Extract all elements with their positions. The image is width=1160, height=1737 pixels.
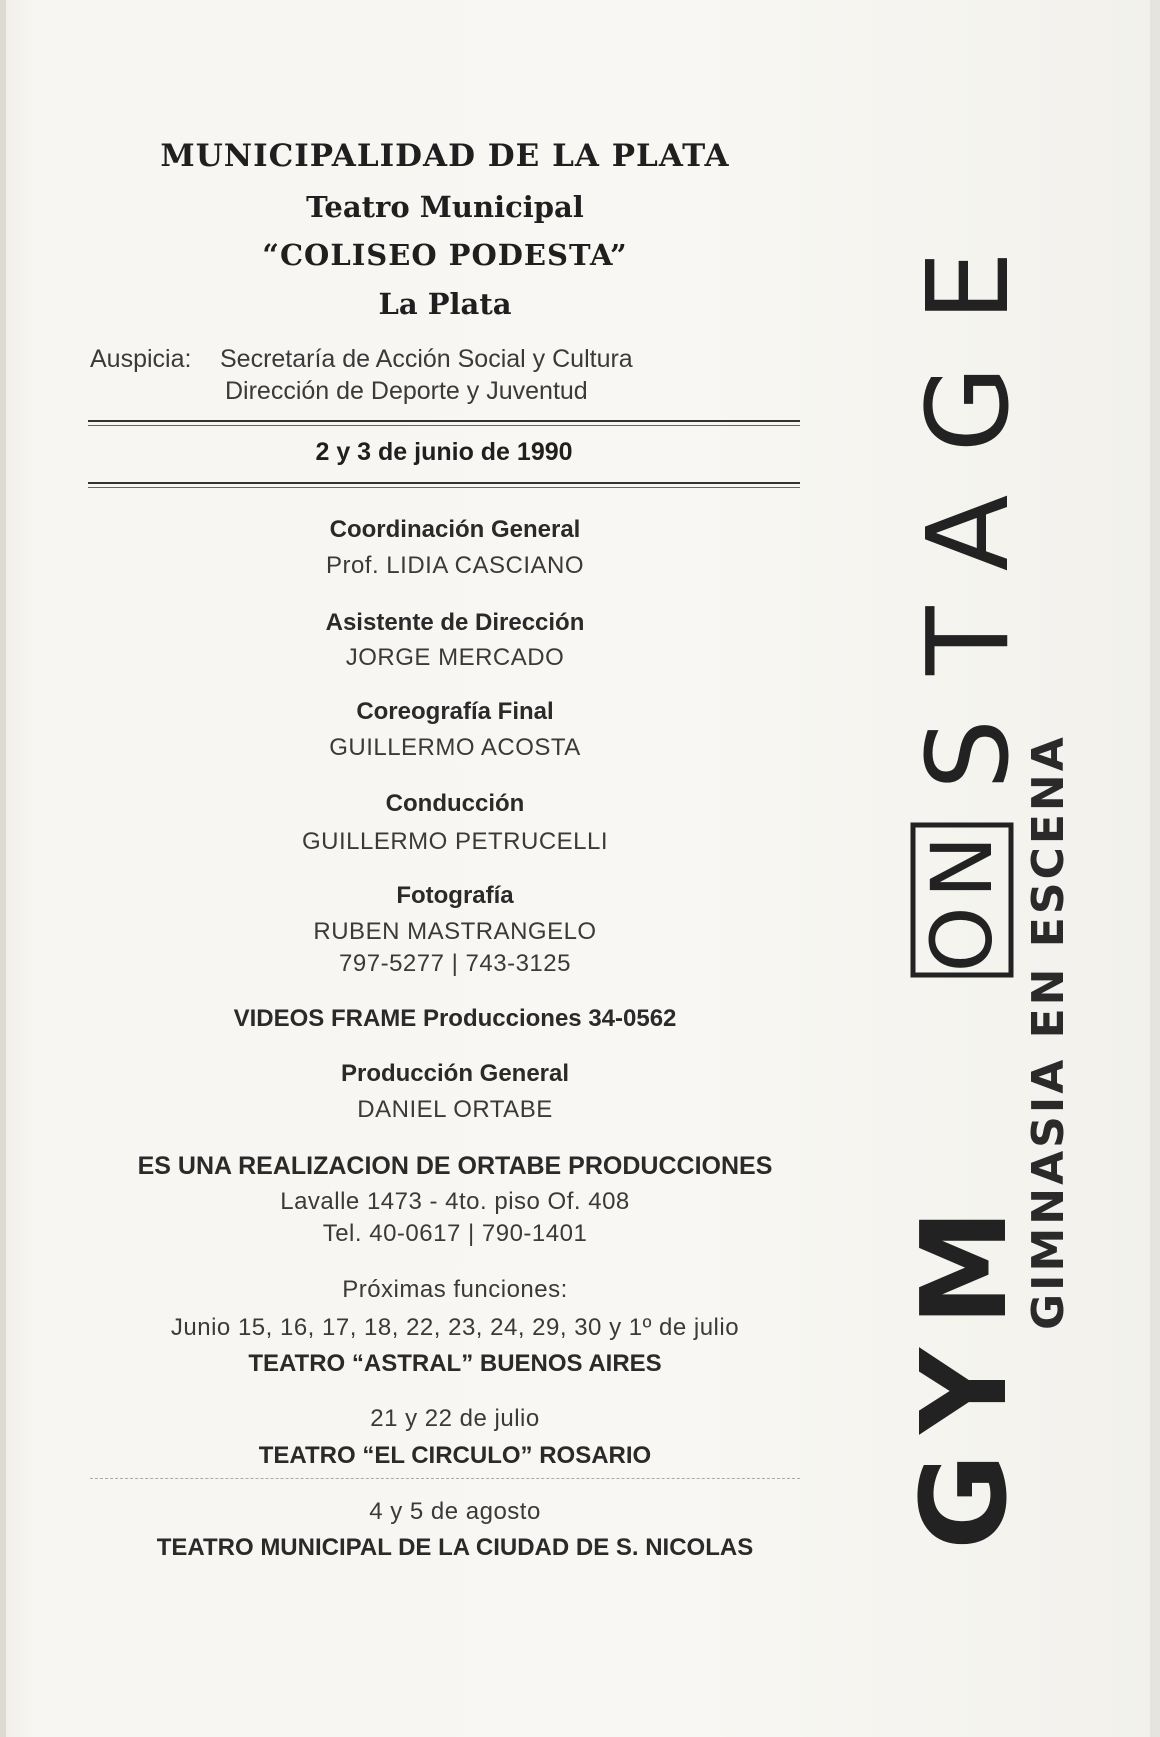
realization-title: ES UNA REALIZACION DE ORTABE PRODUCCIONES — [137, 1152, 773, 1180]
production-name: DANIEL ORTABE — [357, 1096, 553, 1123]
logo-tagline: GIMNASIA EN ESCENA — [1023, 734, 1074, 1330]
show-venue: TEATRO “ASTRAL” BUENOS AIRES — [248, 1350, 662, 1377]
sponsor-block — [90, 343, 790, 407]
divider-bottom — [88, 482, 800, 484]
gym-on-stage-logo — [895, 150, 1135, 1550]
paper-edge-left — [0, 0, 6, 1737]
divider-faint — [90, 1478, 800, 1479]
theatre-title: Teatro Municipal — [306, 190, 584, 224]
show-dates: 4 y 5 de agosto — [369, 1498, 541, 1525]
realization-phones: Tel. 40-0617 | 790-1401 — [322, 1220, 588, 1247]
realization-address: Lavalle 1473 - 4to. piso Of. 408 — [280, 1188, 630, 1215]
credit-name: Prof. LIDIA CASCIANO — [325, 552, 585, 579]
credit-name: JORGE MERCADO — [345, 644, 565, 671]
credit-name: GUILLERMO ACOSTA — [329, 734, 581, 761]
logo-on: ON — [913, 827, 1011, 973]
credit-role: Coreografía Final — [356, 698, 554, 725]
upcoming-title: Próximas funciones: — [342, 1276, 568, 1303]
divider-top — [88, 420, 800, 422]
video-credit: VIDEOS FRAME Producciones 34-0562 — [233, 1005, 677, 1032]
credit-name: GUILLERMO PETRUCELLI — [301, 828, 609, 855]
divider-top-thin — [88, 425, 800, 426]
show-venue: TEATRO “EL CIRCULO” ROSARIO — [258, 1442, 652, 1469]
credit-name: RUBEN MASTRANGELO — [313, 918, 597, 945]
sponsor-line-1: Secretaría de Acción Social y Cultura — [220, 345, 633, 373]
credit-role: Fotografía — [396, 882, 514, 909]
venue-title: “COLISEO PODESTA” — [262, 238, 628, 272]
city-title: La Plata — [378, 287, 512, 321]
municipality-title: MUNICIPALIDAD DE LA PLATA — [160, 138, 730, 174]
sponsor-line-2: Dirección de Deporte y Juventud — [225, 377, 588, 405]
logo-stage: STAGE — [904, 206, 1034, 790]
show-venue: TEATRO MUNICIPAL DE LA CIUDAD DE S. NICOLAS — [156, 1534, 754, 1561]
production-role: Producción General — [340, 1060, 570, 1087]
credit-role: Asistente de Dirección — [325, 609, 585, 636]
sponsor-label: Auspicia: — [90, 345, 192, 373]
logo-gym: GYM — [895, 1186, 1033, 1550]
event-date: 2 y 3 de junio de 1990 — [315, 438, 573, 466]
credit-role: Coordinación General — [329, 516, 581, 543]
credit-phones: 797-5277 | 743-3125 — [339, 950, 571, 977]
show-dates: 21 y 22 de julio — [370, 1405, 540, 1432]
credit-role: Conducción — [385, 790, 525, 817]
logo-svg — [895, 150, 1135, 1550]
divider-bottom-thin — [88, 487, 800, 488]
show-dates: Junio 15, 16, 17, 18, 22, 23, 24, 29, 30 y 1º de julio — [170, 1314, 740, 1341]
paper-edge-right — [1150, 0, 1160, 1737]
